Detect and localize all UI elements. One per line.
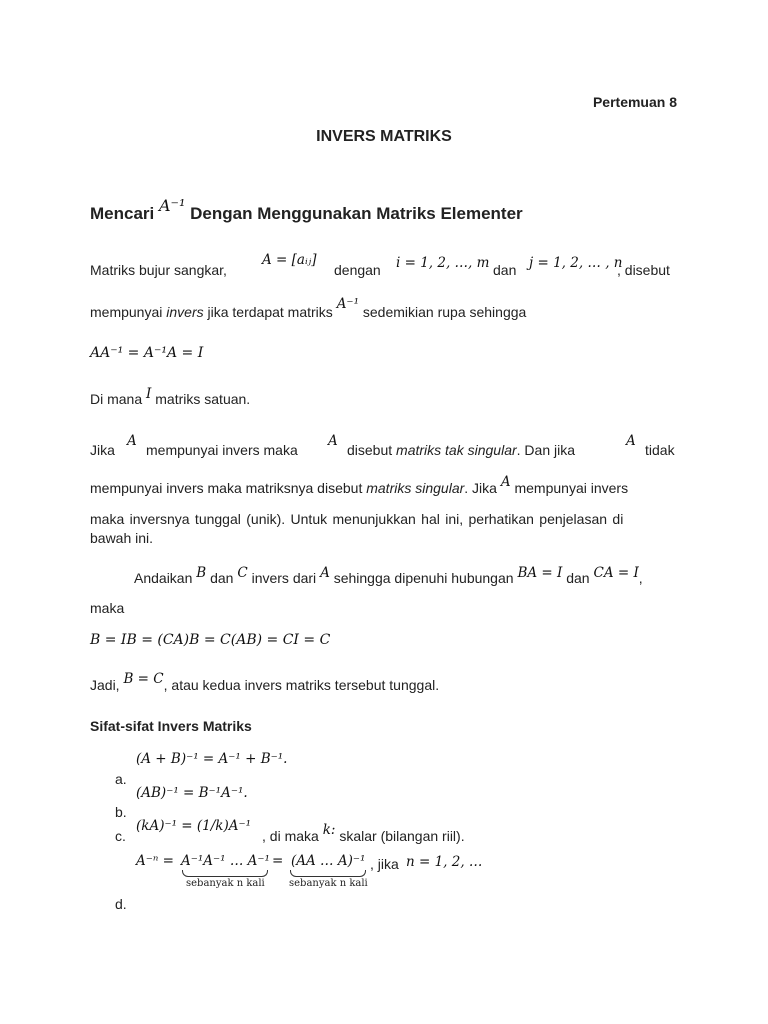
- para1-line2: [90, 296, 527, 321]
- para4-math-b: B: [196, 565, 207, 581]
- prop-c-text: [262, 822, 465, 845]
- prop-d-under2: sebanyak n kali: [289, 878, 368, 889]
- para3-text1: Jika: [90, 442, 115, 458]
- para1-text3: dan: [493, 262, 517, 278]
- para2-text1: Di mana: [90, 391, 143, 407]
- prop-c-text1: , di maka: [262, 828, 319, 844]
- section-heading-elementary: [90, 196, 523, 224]
- meeting-label: Pertemuan 8: [592, 94, 677, 110]
- para1-text6: jika terdapat matriks: [207, 304, 333, 320]
- prop-a-math: (A + B)⁻¹ = A⁻¹ + B⁻¹.: [136, 751, 288, 767]
- prop-a-label: a.: [115, 771, 127, 787]
- para4-text2: dan: [210, 570, 234, 586]
- para2-text2: matriks satuan.: [155, 391, 251, 407]
- para3-line2: [90, 474, 629, 497]
- para4-line1: [134, 565, 643, 587]
- para1-math-j: j = 1, 2, … , n: [529, 255, 623, 271]
- section-heading-properties: Sifat-sifat Invers Matriks: [90, 718, 252, 734]
- prop-d-text: , jika: [370, 856, 399, 872]
- prop-b-math: (AB)⁻¹ = B⁻¹A⁻¹.: [136, 785, 248, 801]
- prop-b-label: b.: [115, 804, 127, 820]
- para4-line2: maka: [90, 600, 125, 616]
- para1-text7: sedemikian rupa sehingga: [362, 304, 527, 320]
- para1-text1: Matriks bujur sangkar,: [90, 262, 227, 278]
- prop-c-text2: skalar (bilangan riil).: [339, 828, 465, 844]
- para3-nonsingular: matriks tak singular: [396, 442, 517, 458]
- para4-math-a: A: [320, 565, 330, 581]
- prop-c-label: c.: [115, 828, 126, 844]
- para4-math-ca: CA = I: [593, 565, 639, 581]
- para1-math-inv: A⁻¹: [336, 296, 359, 312]
- prop-d-cond: n = 1, 2, …: [406, 854, 483, 870]
- para5-text1: Jadi,: [90, 677, 120, 693]
- para1-invers: invers: [166, 304, 204, 320]
- equation-identity: AA⁻¹ = A⁻¹A = I: [90, 345, 204, 361]
- para3-text5: tidak: [645, 442, 675, 458]
- para3-text8: mempunyai invers: [514, 480, 629, 496]
- prop-d-eq: =: [272, 853, 284, 869]
- para3-math1: A: [127, 433, 137, 449]
- prop-d-product: A⁻¹A⁻¹ … A⁻¹: [181, 853, 270, 869]
- para3-math4: A: [500, 474, 511, 490]
- heading-text-post: Dengan Menggunakan Matriks Elementer: [190, 204, 523, 223]
- para5-math: B = C: [123, 671, 164, 687]
- para3-text6: mempunyai invers maka matriksnya disebut: [90, 480, 363, 496]
- para1-text5: mempunyai: [90, 304, 163, 320]
- para4-text6: ,: [638, 570, 643, 586]
- prop-d-label: d.: [115, 896, 127, 912]
- para1-math-i: i = 1, 2, …, m: [396, 255, 490, 271]
- para3-line1-mid: [347, 442, 575, 458]
- para3-line3: maka inversnya tunggal (unik). Untuk menunjukkan hal ini, perhatikan penjelasan di: [90, 511, 624, 527]
- para4-text3: invers dari: [251, 570, 317, 586]
- prop-c-math: (kA)⁻¹ = (1/k)A⁻¹: [136, 818, 252, 834]
- para5-text2: , atau kedua invers matriks tersebut tunggal.: [163, 677, 440, 693]
- para3-text2: mempunyai invers maka: [146, 442, 298, 458]
- para3-math2: A: [328, 433, 338, 449]
- para4-text5: dan: [566, 570, 590, 586]
- underbrace-1: [182, 870, 268, 877]
- para2-math-i: I: [146, 386, 152, 402]
- underbrace-2: [290, 870, 366, 877]
- para4-math-c: C: [237, 565, 248, 581]
- para2: [90, 386, 251, 408]
- para4-text4: sehingga dipenuhi hubungan: [333, 570, 514, 586]
- heading-text-pre: Mencari: [90, 204, 155, 223]
- prop-c-k: k:: [322, 822, 336, 838]
- prop-d-lhs: A⁻ⁿ =: [136, 853, 174, 869]
- para1-text2: dengan: [334, 262, 381, 278]
- para1-text4: , disebut: [617, 262, 670, 278]
- para3-math3: A: [626, 433, 636, 449]
- para4-text1: Andaikan: [134, 570, 193, 586]
- prop-d-under1: sebanyak n kali: [186, 878, 265, 889]
- para3-line4: bawah ini.: [90, 530, 154, 546]
- prop-d-product2: (AA … A)⁻¹: [291, 853, 366, 869]
- equation-uniqueness: B = IB = (CA)B = C(AB) = CI = C: [90, 632, 331, 648]
- para3-singular: matriks singular: [366, 480, 465, 496]
- para1-math-matrix: A = [aᵢⱼ]: [262, 252, 317, 268]
- page-title: INVERS MATRIKS: [316, 128, 452, 145]
- heading-math-inverse: A⁻¹: [158, 196, 186, 215]
- para3-text3: disebut: [347, 442, 393, 458]
- para3-text4: . Dan jika: [516, 442, 575, 458]
- para4-math-ba: BA = I: [517, 565, 563, 581]
- para5: [90, 671, 440, 694]
- para3-text7: . Jika: [464, 480, 497, 496]
